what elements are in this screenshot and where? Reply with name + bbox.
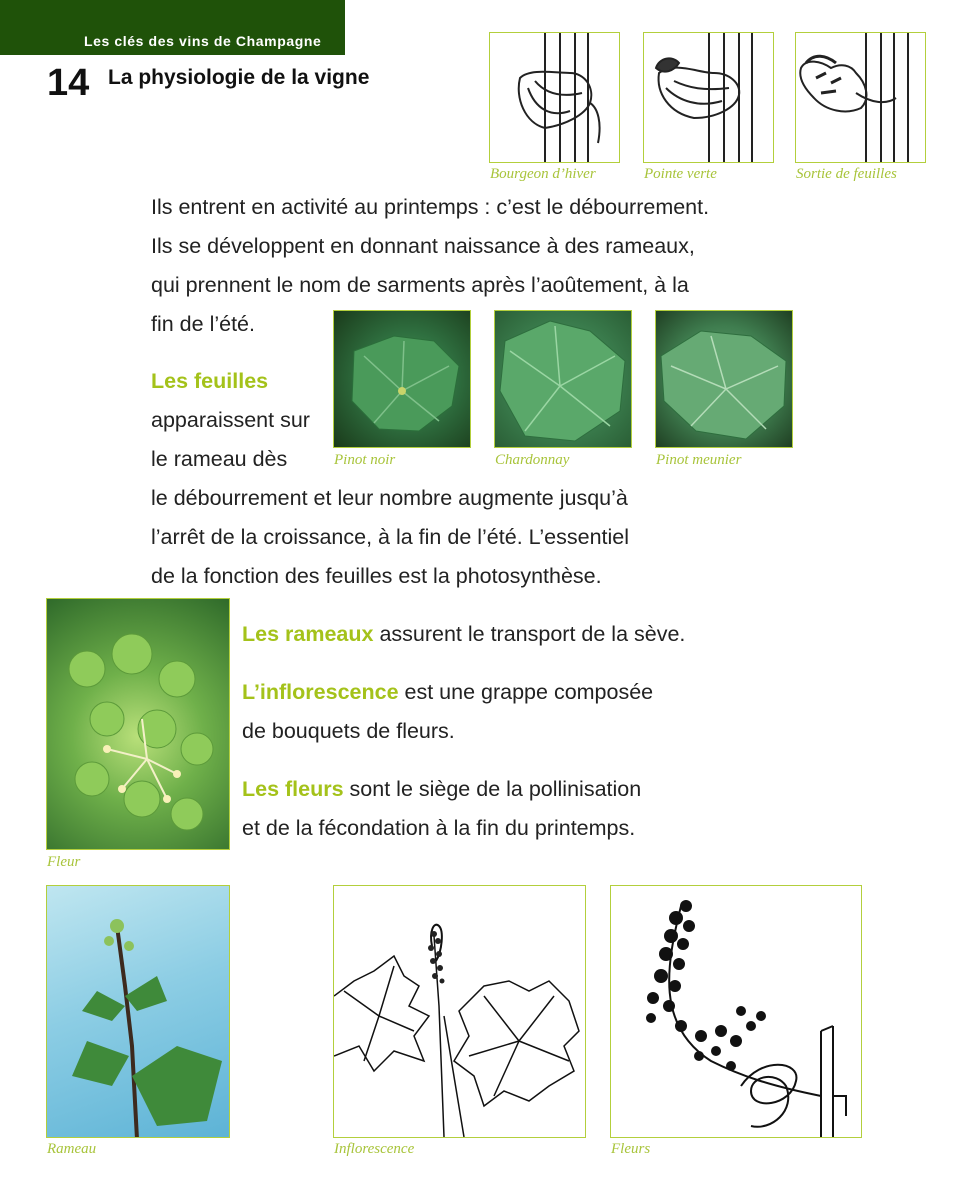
chardonnay-leaf-photo (494, 310, 632, 448)
fleurs-paragraph (242, 770, 641, 848)
leaf-emergence-drawing (795, 32, 926, 163)
running-header-bar (0, 0, 345, 55)
intro-line: fin de l’été. (151, 312, 255, 336)
intro-line: Ils se développent en donnant naissance à des rameaux, (151, 234, 695, 258)
feuilles-paragraph-side (151, 362, 310, 479)
caption-winter-bud: Bourgeon d’hiver (490, 166, 596, 182)
feuilles-line: le rameau dès (151, 447, 288, 471)
fleurs-drawing (610, 885, 862, 1138)
rameau-photo (46, 885, 230, 1138)
inflorescence-text: est une grappe composée (398, 680, 654, 704)
caption-inflorescence: Inflorescence (334, 1141, 415, 1157)
feuilles-line: le débourrement et leur nombre augmente jusqu’à (151, 486, 628, 510)
inflorescence-paragraph (242, 673, 653, 751)
feuilles-line: de la fonction des feuilles est la photosynthèse. (151, 564, 602, 588)
winter-bud-drawing (489, 32, 620, 163)
fleurs-line2: et de la fécondation à la fin du printemps. (242, 816, 636, 840)
caption-fleurs: Fleurs (611, 1141, 651, 1157)
keyword-rameaux: Les rameaux (242, 622, 374, 646)
feuilles-paragraph (151, 479, 629, 596)
keyword-feuilles: Les feuilles (151, 369, 269, 393)
inflorescence-line2: de bouquets de fleurs. (242, 719, 455, 743)
caption-fleur: Fleur (47, 854, 81, 870)
caption-leaf-emergence: Sortie de feuilles (796, 166, 897, 182)
caption-pinot-noir: Pinot noir (334, 452, 396, 468)
caption-pinot-meunier: Pinot meunier (656, 452, 742, 468)
pinot-meunier-leaf-photo (655, 310, 793, 448)
caption-rameau: Rameau (47, 1141, 97, 1157)
fleurs-text: sont le siège de la pollinisation (343, 777, 642, 801)
pinot-noir-leaf-photo (333, 310, 471, 448)
intro-line: Ils entrent en activité au printemps : c’est le débourrement. (151, 195, 710, 219)
rameaux-text: assurent le transport de la sève. (373, 622, 686, 646)
book-title: Les clés des vins de Champagne (84, 33, 322, 49)
feuilles-line: l’arrêt de la croissance, à la fin de l’été. L’essentiel (151, 525, 630, 549)
caption-chardonnay: Chardonnay (495, 452, 570, 468)
flower-photo (46, 598, 230, 850)
green-tip-drawing (643, 32, 774, 163)
intro-line: qui prennent le nom de sarments après l’aoûtement, à la (151, 273, 689, 297)
keyword-fleurs: Les fleurs (242, 777, 344, 801)
caption-green-tip: Pointe verte (644, 166, 717, 182)
keyword-inflorescence: L’inflorescence (242, 680, 399, 704)
inflorescence-drawing (333, 885, 586, 1138)
rameaux-paragraph (242, 615, 685, 654)
page-number: 14 (47, 62, 90, 104)
chapter-title: La physiologie de la vigne (108, 66, 370, 89)
feuilles-line: apparaissent sur (151, 408, 310, 432)
